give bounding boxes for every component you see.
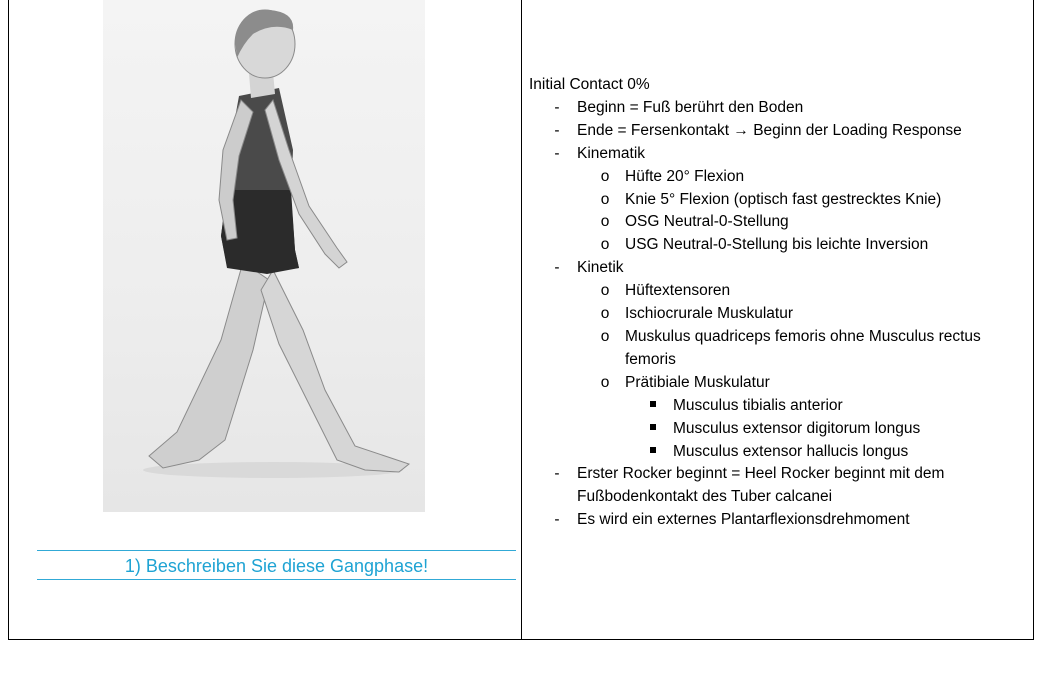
item-text: Hüfte 20° Flexion	[625, 167, 745, 185]
dash-bullet: -	[554, 465, 560, 483]
circle-bullet: o	[600, 213, 610, 231]
square-bullet-icon	[643, 418, 663, 441]
list-item	[529, 326, 1029, 372]
list-item	[529, 372, 1029, 395]
square-bullet-icon	[643, 395, 663, 418]
item-text: Knie 5° Flexion (optisch fast gestrecktes Knie)	[625, 190, 942, 208]
answer-list	[529, 97, 1029, 532]
item-text: Musculus extensor hallucis longus	[673, 442, 909, 460]
list-item	[529, 97, 1029, 120]
item-text: Musculus tibialis anterior	[673, 396, 843, 414]
list-item	[529, 211, 1029, 234]
item-text: Kinematik	[577, 144, 646, 162]
list-item	[529, 120, 1029, 143]
item-text: Prätibiale Muskulatur	[625, 373, 770, 391]
item-text: USG Neutral-0-Stellung bis leichte Inversion	[625, 236, 929, 254]
dash-bullet: -	[554, 98, 560, 116]
list-item	[529, 189, 1029, 212]
list-item	[529, 509, 1029, 532]
list-item	[529, 463, 1029, 509]
table-column-divider	[521, 0, 522, 640]
item-text: Musculus extensor digitorum longus	[673, 419, 921, 437]
dash-bullet: -	[554, 121, 560, 139]
dash-bullet: -	[554, 259, 560, 277]
dash-bullet: -	[554, 144, 560, 162]
answer-content	[529, 74, 1029, 532]
item-text: Ischiocrurale Muskulatur	[625, 305, 793, 323]
circle-bullet: o	[600, 327, 610, 345]
item-text: Es wird ein externes Plantarflexionsdrehmoment	[577, 511, 910, 529]
list-item	[529, 166, 1029, 189]
circle-bullet: o	[600, 190, 610, 208]
circle-bullet: o	[600, 167, 610, 185]
item-text: Erster Rocker beginnt = Heel Rocker beginnt mit dem Fußbodenkontakt des Tuber calcanei	[577, 465, 945, 506]
item-text: Muskulus quadriceps femoris ohne Musculus rectus femoris	[625, 327, 981, 368]
item-text: Ende = Fersenkontakt → Beginn der Loading Response	[577, 121, 962, 139]
phase-title: Initial Contact 0%	[529, 76, 650, 93]
item-text: Kinetik	[577, 259, 624, 277]
circle-bullet: o	[600, 373, 610, 391]
dash-bullet: -	[554, 511, 560, 529]
list-item	[529, 143, 1029, 166]
list-item	[529, 441, 1029, 464]
list-item	[529, 395, 1029, 418]
walking-woman-photo	[103, 0, 425, 512]
list-item	[529, 257, 1029, 280]
question-bottom-rule	[37, 579, 516, 580]
walking-figure-illustration	[103, 0, 425, 512]
item-text: Beginn = Fuß berührt den Boden	[577, 98, 804, 116]
list-item	[529, 303, 1029, 326]
question-heading: 1) Beschreiben Sie diese Gangphase!	[124, 556, 429, 576]
circle-bullet: o	[600, 236, 610, 254]
list-item	[529, 234, 1029, 257]
list-item	[529, 280, 1029, 303]
item-text: OSG Neutral-0-Stellung	[625, 213, 789, 231]
circle-bullet: o	[600, 282, 610, 300]
item-text: Hüftextensoren	[625, 282, 731, 300]
square-bullet-icon	[643, 441, 663, 464]
circle-bullet: o	[600, 305, 610, 323]
question-top-rule	[37, 550, 516, 551]
list-item	[529, 418, 1029, 441]
